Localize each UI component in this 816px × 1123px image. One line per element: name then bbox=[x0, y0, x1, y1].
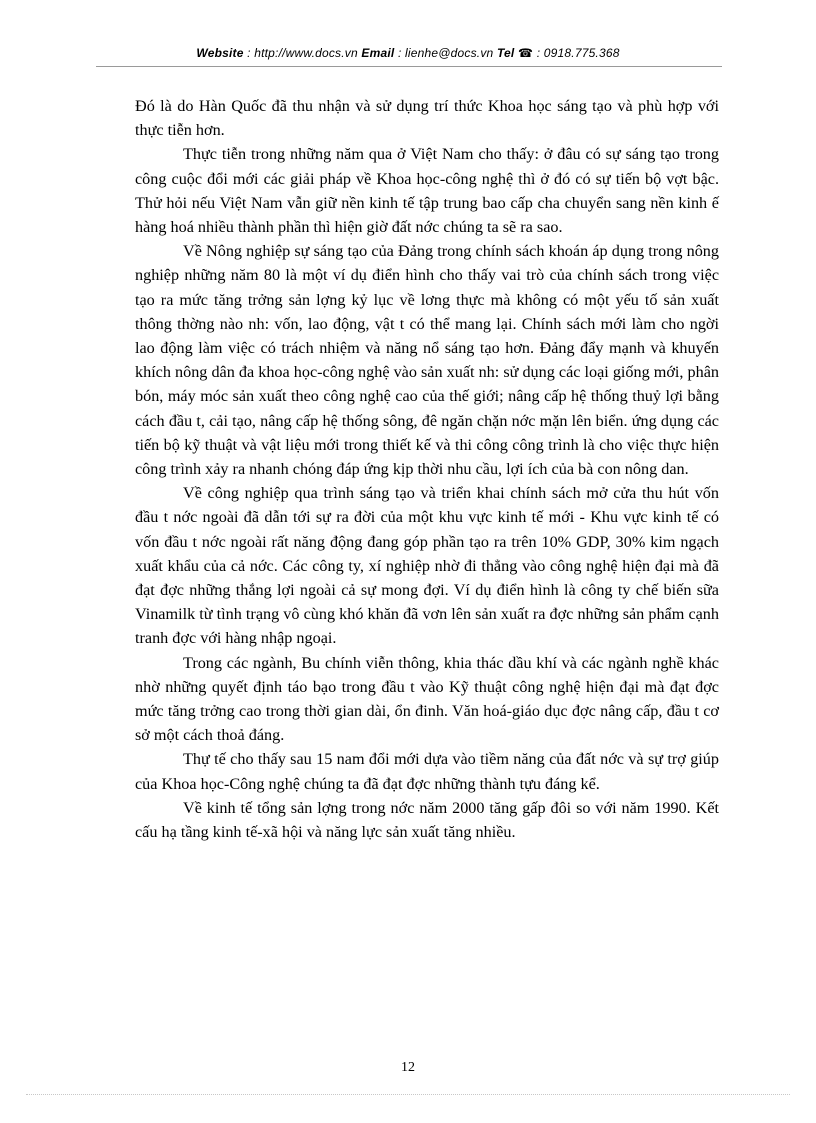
document-body bbox=[135, 94, 719, 844]
paragraph: Về công nghiệp qua trình sáng tạo và triển khai chính sách mở cửa thu hút vốn đầu t nớc ngoài đã dẫn tới sự ra đời của một khu vực kinh tế mới - Khu vực kinh tế có vốn đầu t nớc ngoài rất năng động đang góp phần tạo ra trên 10% GDP, 30% kim ngạch xuất khẩu của cả nớc. Các công ty, xí nghiệp nhờ đi thẳng vào công nghệ hiện đại mà đã đạt đợc những thắng lợi ngoài cả sự mong đợi. Ví dụ điển hình là công ty chế biến sữa Vinamilk từ tình trạng vô cùng khó khăn đã vơn lên sản xuất ra đợc những sản phẩm cạnh tranh đợc với hàng nhập ngoại. bbox=[135, 484, 719, 648]
tel-label: Tel bbox=[496, 46, 515, 60]
paragraph: Về kinh tế tổng sản lợng trong nớc năm 2000 tăng gấp đôi so với năm 1990. Kết cấu hạ tầng kinh tế-xã hội và năng lực sản xuất tăng nhiều. bbox=[135, 798, 719, 842]
phone-icon: ☎ bbox=[518, 46, 534, 60]
email-value: : lienhe@docs.vn bbox=[397, 46, 494, 60]
paragraph: Về Nông nghiệp sự sáng tạo của Đảng trong chính sách khoán áp dụng trong nông nghiệp những năm 80 là một ví dụ điển hình cho thấy vai trò của chính sách trong việc tạo ra mức tăng trởng sản lợng kỷ lục về lơng thực mà không có một yếu tố sản xuất thông thờng nào nh: vốn, lao động, vật t có thể mang lại. Chính sách mới làm cho ngời lao động làm việc có trách nhiệm và năng nổ sáng tạo hơn. Đảng đẩy mạnh và khuyến khích nông dân đa khoa học-công nghệ vào sản xuất nh: sử dụng các loại giống mới, phân bón, máy móc sản xuất theo công nghệ cao của thế giới; nâng cấp hệ thống thuỷ lợi bằng cách đầu t, cải tạo, nâng cấp hệ thống sông, đê ngăn chặn nớc mặn lên biển. ứng dụng các tiến bộ kỹ thuật và vật liệu mới trong thiết kế và thi công công trình là cho việc thực hiện công trình xảy ra nhanh chóng đáp ứng kịp thời nhu cầu, lợi ích của bà con nông dan. bbox=[135, 242, 719, 479]
tel-value: : 0918.775.368 bbox=[536, 46, 620, 60]
website-label: Website bbox=[196, 46, 244, 60]
paragraph: Thự tế cho thấy sau 15 nam đổi mới dựa vào tiềm năng của đất nớc và sự trợ giúp của Khoa học-Công nghệ chúng ta đã đạt đợc những thành tựu đáng kể. bbox=[135, 750, 719, 793]
footer-divider bbox=[26, 1094, 790, 1095]
paragraph: Trong các ngành, Bu chính viễn thông, khia thác dầu khí và các ngành nghề khác nhờ những quyết định táo bạo trong đầu t vào Kỹ thuật công nghệ hiện đại mà đạt đợc mức tăng trởng cao trong thời gian dài, ổn đinh. Văn hoá-giáo dục đợc nâng cấp, đầu t cơ sở một cách thoả đáng. bbox=[135, 653, 719, 745]
email-label: Email bbox=[361, 46, 395, 60]
paragraph: Thực tiễn trong những năm qua ở Việt Nam cho thấy: ở đâu có sự sáng tạo trong công cuộc đổi mới các giải pháp về Khoa học-công nghệ thì ở đó có sự tiến bộ vợt bậc. Thử hỏi nếu Việt Nam vẫn giữ nền kinh tế tập trung bao cấp cha chuyển sang nền kinh ế hàng hoá nhiều thành phần thì hiện giờ đất nớc chúng ta sẽ ra sao. bbox=[135, 145, 719, 237]
header-divider bbox=[96, 66, 722, 67]
page-header bbox=[0, 46, 816, 60]
website-value: : http://www.docs.vn bbox=[247, 46, 358, 60]
page-number: 12 bbox=[401, 1060, 415, 1075]
paragraph: Đó là do Hàn Quốc đã thu nhận và sử dụng trí thức Khoa học sáng tạo và phù hợp với thực tiễn hơn. bbox=[135, 97, 719, 140]
